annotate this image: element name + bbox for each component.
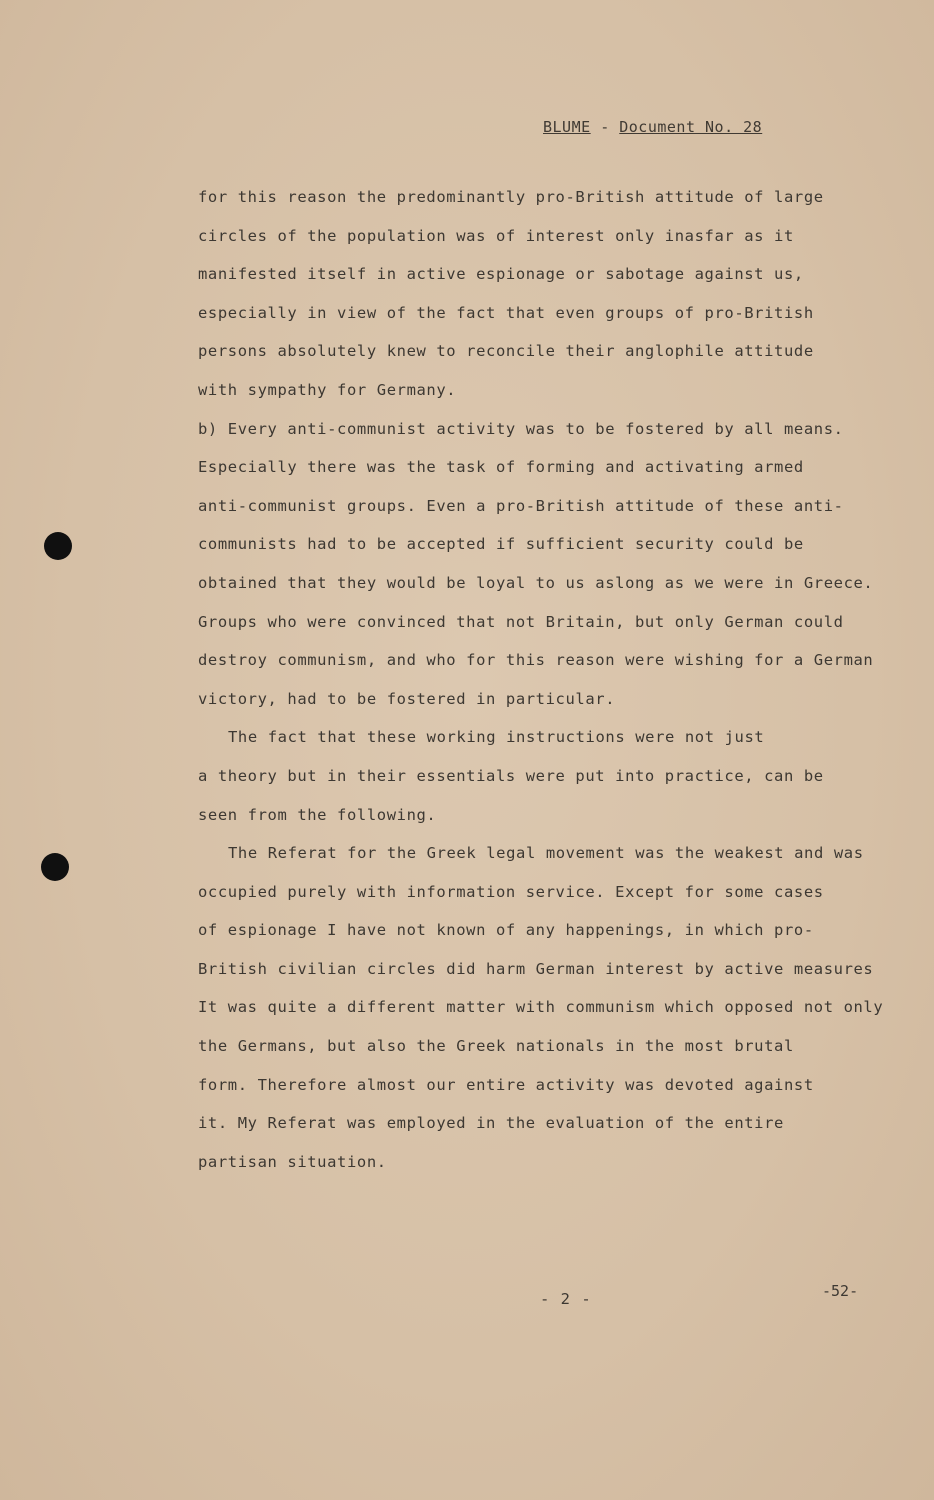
text-line: Especially there was the task of forming and activating armed xyxy=(198,458,804,477)
text-line: manifested itself in active espionage or sabotage against us, xyxy=(198,265,804,284)
text-line: a theory but in their essentials were put into practice, can be xyxy=(198,766,824,785)
header-document-label: Document No. 28 xyxy=(619,118,763,136)
header-separator: - xyxy=(600,118,610,136)
text-line: for this reason the predominantly pro-British attitude of large xyxy=(198,188,824,206)
text-line: The fact that these working instructions were not just xyxy=(228,728,765,747)
text-line: of espionage I have not known of any happenings, in which pro- xyxy=(198,921,814,940)
text-line: communists had to be accepted if sufficient security could be xyxy=(198,535,804,554)
text-line: Groups who were convinced that not Britain, but only German could xyxy=(198,612,844,631)
text-line: partisan situation. xyxy=(198,1152,387,1171)
text-line: especially in view of the fact that even groups of pro-British xyxy=(198,303,814,322)
text-line: the Germans, but also the Greek nationals in the most brutal xyxy=(198,1037,794,1056)
stamp-number: -52- xyxy=(822,1282,859,1300)
header-series: BLUME xyxy=(543,118,591,136)
document-header xyxy=(543,118,762,136)
text-line: British civilian circles did harm German interest by active measures xyxy=(198,959,874,978)
text-line: occupied purely with information service. Except for some cases xyxy=(198,882,824,901)
text-line: The Referat for the Greek legal movement was the weakest and was xyxy=(228,844,864,863)
text-line: persons absolutely knew to reconcile their anglophile attitude xyxy=(198,342,814,361)
text-line: victory, had to be fostered in particular. xyxy=(198,689,616,708)
document-body xyxy=(198,178,888,1181)
text-line: form. Therefore almost our entire activity was devoted against xyxy=(198,1075,814,1094)
text-line: obtained that they would be loyal to us aslong as we were in Greece. xyxy=(198,573,874,592)
text-line: anti-communist groups. Even a pro-British attitude of these anti- xyxy=(198,496,844,515)
page-number: - 2 - xyxy=(540,1290,592,1308)
text-line: b) Every anti-communist activity was to be fostered by all means. xyxy=(198,419,844,438)
punch-hole-bottom xyxy=(41,853,69,881)
text-line: seen from the following. xyxy=(198,805,437,824)
text-line: It was quite a different matter with communism which opposed not only xyxy=(198,998,884,1017)
text-line: destroy communism, and who for this reason were wishing for a German xyxy=(198,651,874,670)
text-line: it. My Referat was employed in the evaluation of the entire xyxy=(198,1114,784,1133)
text-line: with sympathy for Germany. xyxy=(198,380,457,399)
text-line: circles of the population was of interest only inasfar as it xyxy=(198,226,794,245)
punch-hole-top xyxy=(44,532,72,560)
